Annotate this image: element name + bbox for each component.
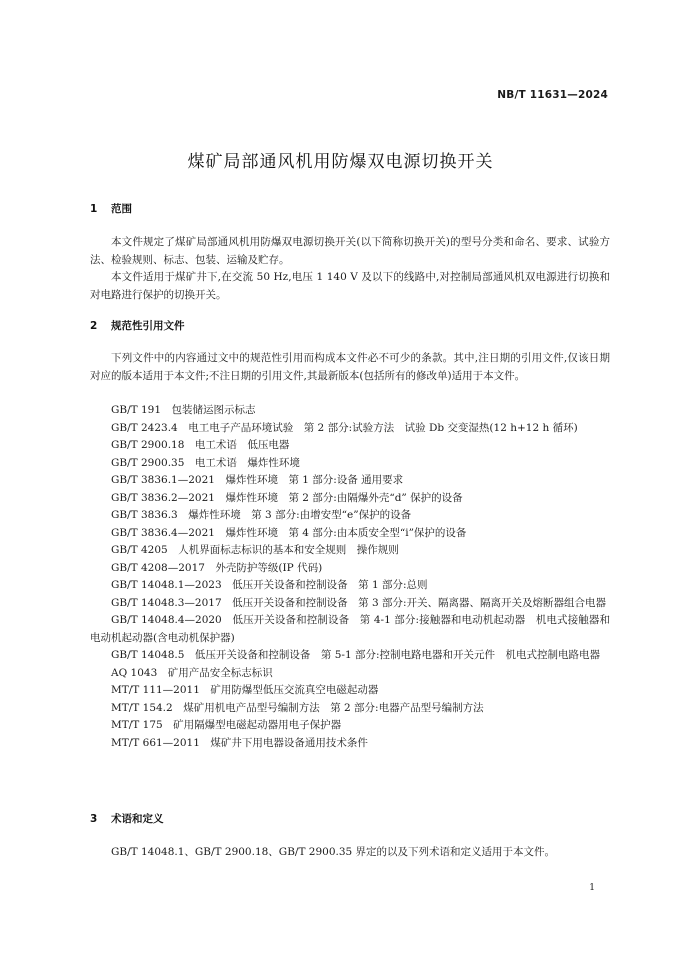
section-number: 3	[90, 813, 98, 825]
reference-item: MT/T 111—2011 矿用防爆型低压交流真空电磁起动器	[111, 684, 379, 696]
reference-item: MT/T 175 矿用隔爆型电磁起动器用电子保护器	[111, 719, 342, 731]
reference-item: GB/T 3836.2—2021 爆炸性环境 第 2 部分:由隔爆外壳“d” 保护的设备	[111, 491, 463, 504]
reference-item: GB/T 14048.1—2023 低压开关设备和控制设备 第 1 部分:总则	[111, 579, 428, 591]
section-number: 1	[90, 203, 98, 215]
document-title: 煤矿局部通风机用防爆双电源切换开关	[187, 152, 494, 172]
reference-item: GB/T 14048.5 低压开关设备和控制设备 第 5-1 部分:控制电路电器和开关元件 机电式控制电路电器	[111, 649, 601, 661]
reference-item: GB/T 14048.4—2020 低压开关设备和控制设备 第 4-1 部分:接触器和电动机起动器 机电式接触器和电动机起动器(含电动机保护器)	[90, 614, 610, 644]
reference-item: GB/T 2423.4 电工电子产品环境试验 第 2 部分:试验方法 试验 Db 交变湿热(12 h+12 h 循环)	[111, 421, 578, 434]
section-2-intro: 下列文件中的内容通过文中的规范性引用而构成本文件必不可少的条款。其中,注日期的引用文件,仅该日期对应的版本适用于本文件;不注日期的引用文件,其最新版本(包括所有的修改单)适用于本文件。	[90, 352, 610, 382]
reference-item: GB/T 2900.35 电工术语 爆炸性环境	[111, 456, 300, 469]
section-title: 范围	[111, 203, 132, 215]
section-number: 2	[90, 320, 98, 332]
section-1-paragraph-1: 本文件规定了煤矿局部通风机用防爆双电源切换开关(以下简称切换开关)的型号分类和命名、要求、试验方法、检验规则、标志、包装、运输及贮存。	[90, 236, 610, 266]
standard-code: NB/T 11631—2024	[497, 89, 608, 101]
reference-item: GB/T 14048.3—2017 低压开关设备和控制设备 第 3 部分:开关、隔离器、隔离开关及熔断器组合电器	[111, 596, 607, 609]
section-title: 规范性引用文件	[111, 320, 185, 332]
section-1-paragraph-2: 本文件适用于煤矿井下,在交流 50 Hz,电压 1 140 V 及以下的线路中,对控制局部通风机双电源进行切换和对电路进行保护的切换开关。	[90, 271, 610, 301]
reference-item: GB/T 3836.1—2021 爆炸性环境 第 1 部分:设备 通用要求	[111, 474, 404, 486]
reference-item: GB/T 4208—2017 外壳防护等级(IP 代码)	[111, 561, 323, 574]
section-3-heading	[90, 811, 164, 826]
reference-item: GB/T 191 包装储运图示标志	[111, 404, 256, 416]
reference-item: GB/T 2900.18 电工术语 低压电器	[111, 439, 290, 451]
reference-item: MT/T 661—2011 煤矿井下用电器设备通用技术条件	[111, 736, 368, 749]
section-1-heading	[90, 201, 132, 216]
reference-item: GB/T 3836.4—2021 爆炸性环境 第 4 部分:由本质安全型“i”保护的设备	[111, 526, 467, 539]
reference-item: MT/T 154.2 煤矿用机电产品型号编制方法 第 2 部分:电器产品型号编制方法	[111, 701, 484, 714]
section-3-paragraph: GB/T 14048.1、GB/T 2900.18、GB/T 2900.35 界定的以及下列术语和定义适用于本文件。	[111, 846, 556, 858]
page-number: 1	[589, 883, 595, 893]
reference-item: AQ 1043 矿用产品安全标志标识	[111, 666, 273, 679]
section-2-heading	[90, 318, 185, 333]
normative-references-list	[90, 402, 610, 752]
section-title: 术语和定义	[111, 813, 164, 825]
reference-item: GB/T 3836.3 爆炸性环境 第 3 部分:由增安型“e”保护的设备	[111, 509, 412, 521]
reference-item: GB/T 4205 人机界面标志标识的基本和安全规则 操作规则	[111, 544, 399, 556]
